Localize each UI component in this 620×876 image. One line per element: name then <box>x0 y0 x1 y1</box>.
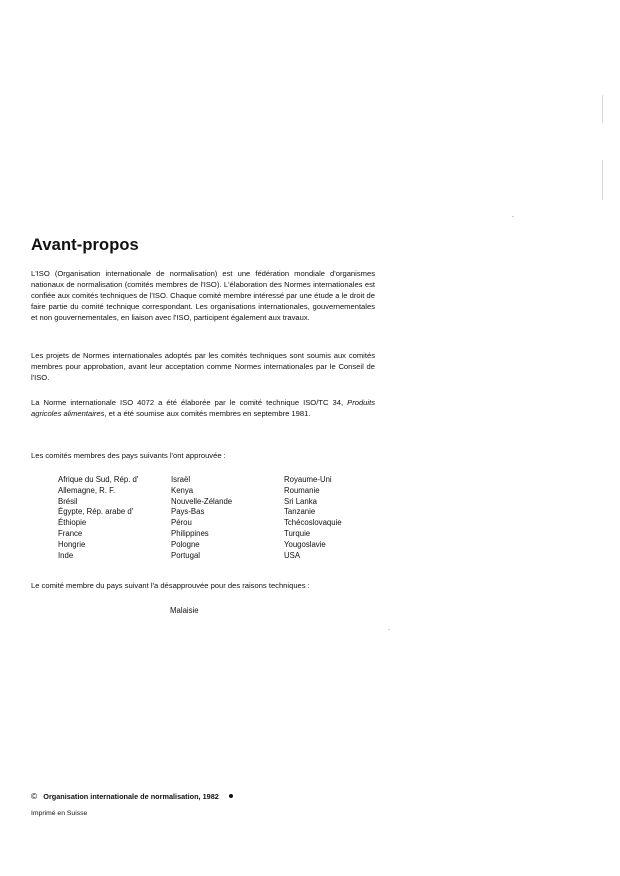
disapproving-country: Malaisie <box>170 606 199 615</box>
country-item: Tchécoslovaquie <box>284 518 342 528</box>
country-item: Philippines <box>171 528 209 538</box>
country-item: Afrique du Sud, Rép. d' <box>58 475 139 484</box>
standard-origin-paragraph <box>31 397 375 419</box>
country-item: Inde <box>58 550 74 560</box>
standard-origin-text-end: , et a été soumise aux comités membres en septembre 1981. <box>104 409 311 418</box>
scan-speck <box>388 629 390 630</box>
country-item: Portugal <box>171 550 201 560</box>
country-item: Brésil <box>58 496 78 506</box>
copyright-icon: © <box>31 791 38 801</box>
country-item: Yougoslavie <box>284 539 326 549</box>
country-column-1 <box>58 475 171 561</box>
country-item: Sri Lanka <box>284 496 317 506</box>
country-item: Turquie <box>284 528 311 538</box>
country-item: Roumanie <box>284 485 320 495</box>
scan-margin-mark <box>602 160 603 200</box>
country-item: Kenya <box>171 485 194 495</box>
page-title: Avant-propos <box>31 236 139 254</box>
country-column-3 <box>284 475 394 561</box>
country-item: Nouvelle-Zélande <box>171 496 233 506</box>
country-item: Pérou <box>171 518 192 528</box>
country-item: Allemagne, R. F. <box>58 485 116 495</box>
bullet-icon <box>229 794 233 798</box>
country-item: Pologne <box>171 539 200 549</box>
approving-members-intro: Les comités membres des pays suivants l'ont approuvée : <box>31 451 226 460</box>
country-column-2 <box>171 475 284 561</box>
country-item: Israël <box>171 475 191 484</box>
standard-origin-text: La Norme internationale ISO 4072 a été élaborée par le comité technique ISO/TC 34, <box>31 398 344 407</box>
approving-countries-list <box>58 475 394 561</box>
country-item: Pays-Bas <box>171 507 205 517</box>
country-item: France <box>58 528 83 538</box>
copyright-text: Organisation internationale de normalisation, 1982 <box>43 791 219 801</box>
committee-title: Produits agricoles alimentaires <box>31 398 375 418</box>
country-item: Hongrie <box>58 539 86 549</box>
intro-paragraph: L'ISO (Organisation internationale de normalisation) est une fédération mondiale d'organismes nationaux de normalisation (comités membres de l'ISO). L'élaboration des Normes internationales est confiée aux comités techniques de l'ISO. Chaque comité membre intéressé par une étude a le droit de faire partie du comité technique correspondant. Les organisations internationales, gouvernementales et non gouvernementales, en liaison avec l'ISO, participent également aux travaux. <box>31 269 375 322</box>
country-item: Royaume-Uni <box>284 475 332 484</box>
country-item: Éthiopie <box>58 518 87 528</box>
approval-paragraph: Les projets de Normes internationales adoptés par les comités techniques sont soumis aux comités membres pour approbation, avant leur acceptation comme Normes internationales par le Conseil de l'ISO. <box>31 351 375 382</box>
country-item: Égypte, Rép. arabe d' <box>58 507 134 517</box>
country-item: Tanzanie <box>284 507 316 517</box>
copyright-line <box>31 791 233 801</box>
scan-margin-mark <box>602 95 603 123</box>
disapproving-member-intro: Le comité membre du pays suivant l'a désapprouvée pour des raisons techniques : <box>31 581 310 590</box>
country-item: USA <box>284 550 301 560</box>
scan-speck <box>512 216 514 217</box>
printed-in-note: Imprimé en Suisse <box>31 810 88 817</box>
